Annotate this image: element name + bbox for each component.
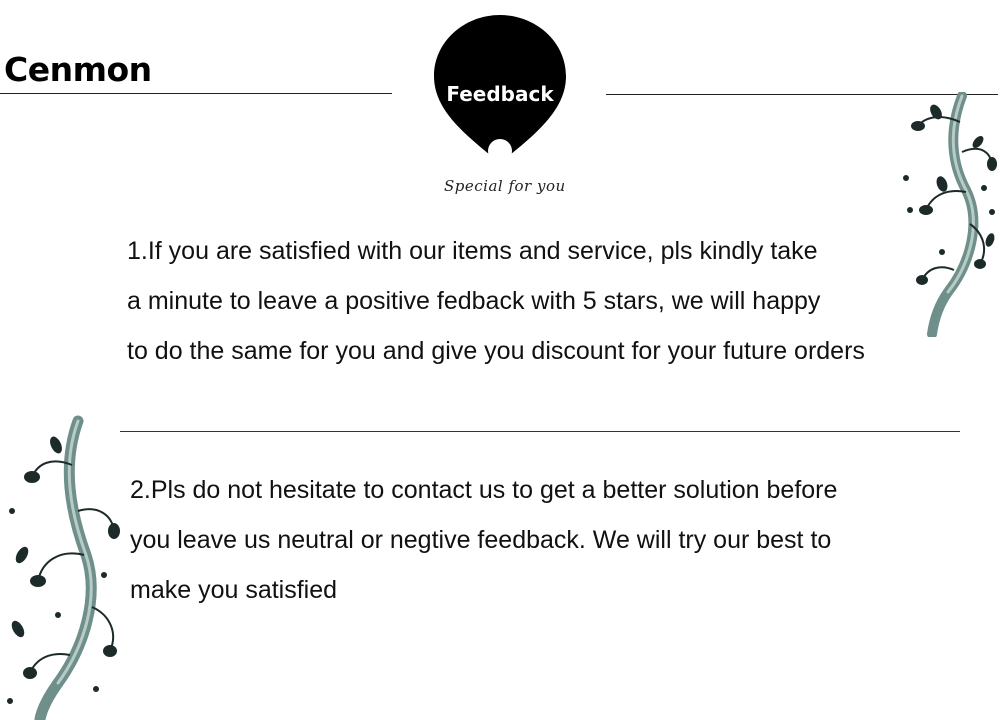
feedback-paragraph-2 (130, 465, 837, 615)
paragraph-line: 2.Pls do not hesitate to contact us to get a better solution before (130, 476, 838, 504)
tagline: Special for you (444, 177, 566, 195)
paragraph-line: make you satisfied (130, 576, 338, 604)
floral-vine-icon (0, 415, 128, 720)
badge-label: Feedback (446, 82, 554, 106)
feedback-paragraph-1 (127, 226, 865, 376)
header-divider-left (0, 93, 392, 94)
section-divider (120, 431, 960, 432)
paragraph-line: to do the same for you and give you discount for your future orders (127, 337, 865, 365)
paragraph-line: a minute to leave a positive fedback with 5 stars, we will happy (127, 287, 821, 315)
feedback-badge (428, 10, 572, 170)
paragraph-line: you leave us neutral or negtive feedback. We will try our best to (130, 526, 832, 554)
brand-name: Cenmon (4, 50, 152, 89)
floral-vine-icon (892, 92, 998, 337)
paragraph-line: 1.If you are satisfied with our items and service, pls kindly take (127, 237, 818, 265)
